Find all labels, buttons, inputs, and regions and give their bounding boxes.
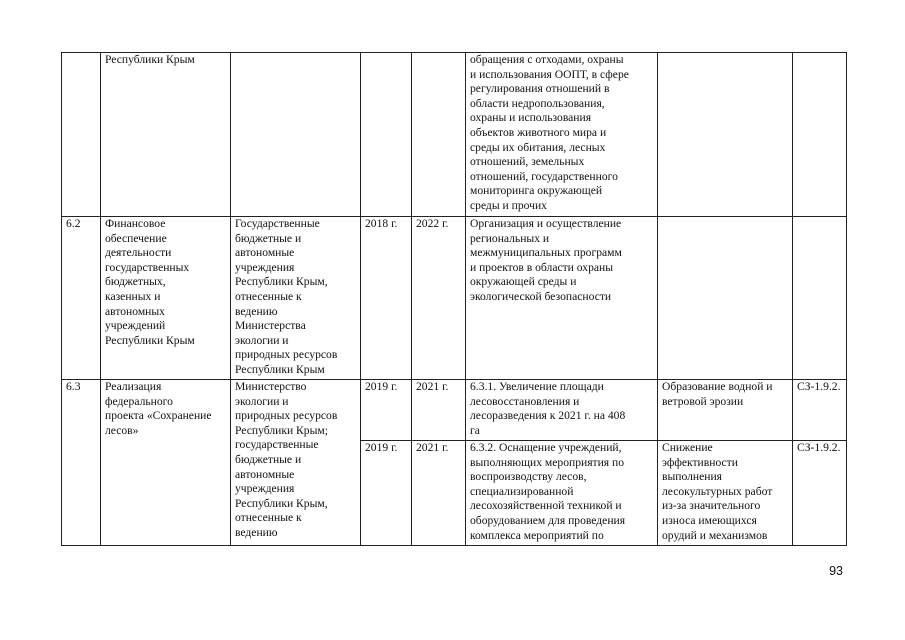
table-row <box>62 217 847 380</box>
executor-cell: Государственные бюджетные и автономные учреждения Республики Крым, отнесенные к ведению Министерства экологии и природных ресурсов Республики Крым <box>231 217 361 380</box>
measure-name-cell: Финансовое обеспечение деятельности государственных бюджетных, казенных и автономных учреждений Республики Крым <box>101 217 231 380</box>
measure-name-cell: Реализация федерального проекта «Сохранение лесов» <box>101 380 231 546</box>
start-year-cell: 2019 г. <box>361 380 412 441</box>
start-year-cell <box>361 53 412 217</box>
link-cell: СЗ-1.9.2. <box>793 441 847 546</box>
page-number: 93 <box>829 564 843 578</box>
end-year-cell: 2022 г. <box>412 217 466 380</box>
row-number-cell: 6.2 <box>62 217 101 380</box>
end-year-cell: 2021 г. <box>412 380 466 441</box>
consequence-cell: Образование водной и ветровой эрозии <box>658 380 793 441</box>
row-number-cell <box>62 53 101 217</box>
expected-result-cell: обращения с отходами, охраны и использования ООПТ, в сфере регулирования отношений в области недропользования, охраны и использования объектов животного мира и среды их обитания, лесных отношений, земельных отношений, государственного мониторинга окружающей среды и прочих <box>466 53 658 217</box>
start-year-cell: 2018 г. <box>361 217 412 380</box>
measure-name-cell: Республики Крым <box>101 53 231 217</box>
link-cell: СЗ-1.9.2. <box>793 380 847 441</box>
link-cell <box>793 217 847 380</box>
table-row <box>62 380 847 441</box>
measures-table <box>61 52 847 546</box>
start-year-cell: 2019 г. <box>361 441 412 546</box>
expected-result-cell: Организация и осуществление региональных и межмуниципальных программ и проектов в области охраны окружающей среды и экологической безопасности <box>466 217 658 380</box>
consequence-cell: Снижение эффективности выполнения лесокультурных работ из-за значительного износа имеющихся орудий и механизмов <box>658 441 793 546</box>
end-year-cell: 2021 г. <box>412 441 466 546</box>
consequence-cell <box>658 217 793 380</box>
row-number-cell: 6.3 <box>62 380 101 546</box>
executor-cell: Министерство экологии и природных ресурсов Республики Крым; государственные бюджетные и автономные учреждения Республики Крым, отнесенные к ведению <box>231 380 361 546</box>
consequence-cell <box>658 53 793 217</box>
executor-cell <box>231 53 361 217</box>
expected-result-cell: 6.3.1. Увеличение площади лесовосстановления и лесоразведения к 2021 г. на 408 га <box>466 380 658 441</box>
table-row <box>62 53 847 217</box>
expected-result-cell: 6.3.2. Оснащение учреждений, выполняющих мероприятия по воспроизводству лесов, специализированной лесохозяйственной техникой и оборудованием для проведения комплекса мероприятий по <box>466 441 658 546</box>
end-year-cell <box>412 53 466 217</box>
link-cell <box>793 53 847 217</box>
